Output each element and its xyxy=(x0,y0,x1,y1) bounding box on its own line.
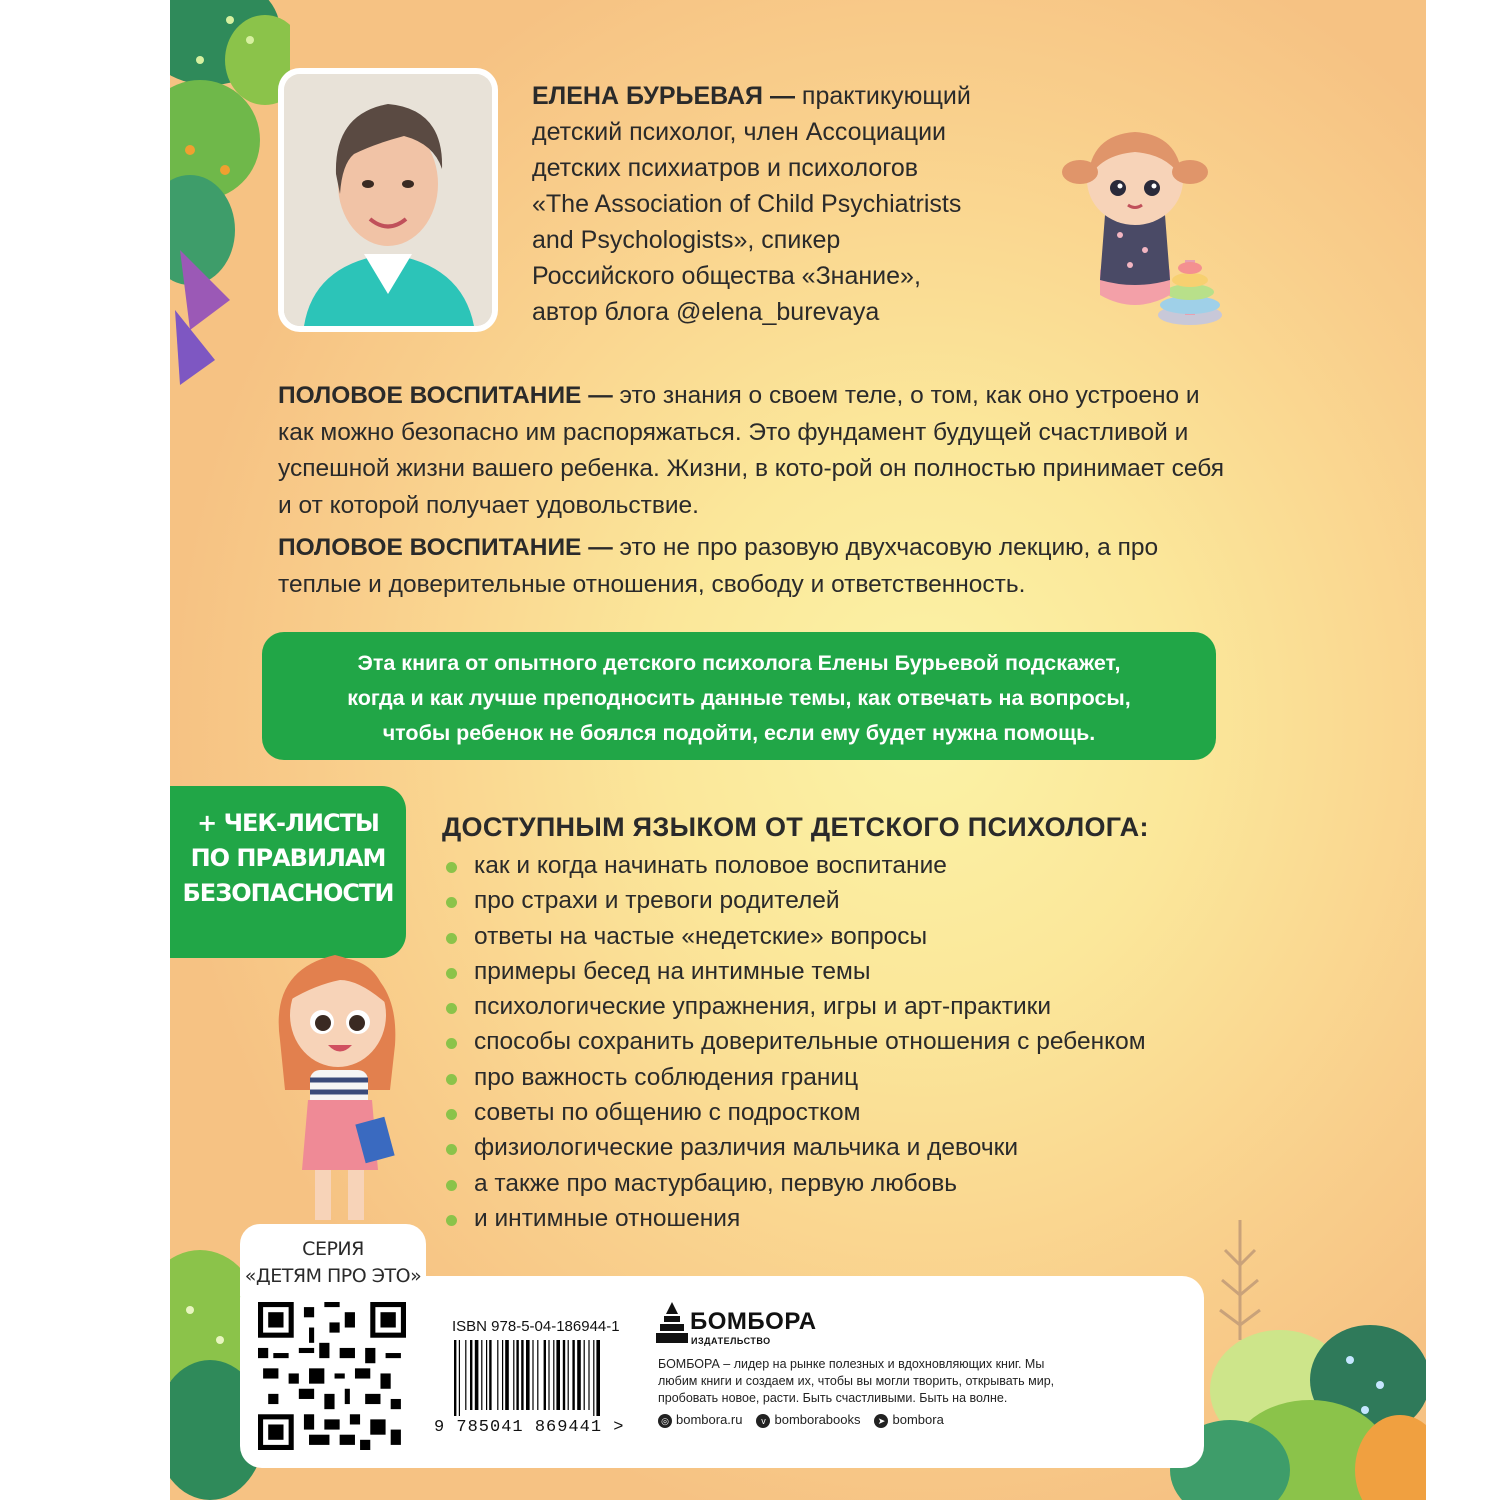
paragraph-text: это знания о своем теле, о том, как оно устроено и как можно безопасно им распоряжаться. Это фундамент будущей счастливой и успешной жизни вашего ребенка. Жизни, в кото-рой он полностью принимает себя и от которой получает удовольствие. xyxy=(278,382,1225,519)
girl-with-books-illustration xyxy=(260,930,420,1230)
telegram-icon: ➤ xyxy=(874,1414,888,1428)
isbn-label: ISBN 978-5-04-186944-1 xyxy=(452,1318,620,1335)
author-name: ЕЛЕНА БУРЬЕВАЯ — xyxy=(532,82,795,110)
barcode-bar xyxy=(556,1340,560,1410)
paragraph-lead: ПОЛОВОЕ ВОСПИТАНИЕ — xyxy=(278,534,613,561)
author-portrait-illustration xyxy=(284,74,492,326)
barcode-number: 9 785041 869441 > xyxy=(434,1418,625,1437)
author-bio-line: and Psychologists», спикер xyxy=(532,226,841,254)
vk-icon: v xyxy=(756,1414,770,1428)
telegram-link-label: bombora xyxy=(892,1412,944,1427)
highlight-line: Эта книга от опытного детского психолога Елены Бурьевой подскажет, xyxy=(357,651,1121,675)
publisher-description: БОМБОРА – лидер на рынке полезных и вдохновляющих книг. Мы любим книги и создаем их, чтобы вы могли творить, открывать мир, пробовать новое, расти. Быть счастливыми. Быть на волне. xyxy=(658,1357,1055,1405)
telegram-link[interactable] xyxy=(874,1412,943,1428)
list-item: ответы на частые «недетские» вопросы xyxy=(442,919,1302,954)
list-item: про страхи и тревоги родителей xyxy=(442,883,1302,918)
author-bio-line: «The Association of Child Psychiatrists xyxy=(532,190,962,218)
features-list-title: ДОСТУПНЫМ ЯЗЫКОМ ОТ ДЕТСКОГО ПСИХОЛОГА: xyxy=(442,812,1149,842)
badge-line: БЕЗОПАСНОСТИ xyxy=(182,879,394,907)
list-item: про важность соблюдения границ xyxy=(442,1060,1302,1095)
website-link[interactable] xyxy=(658,1412,742,1428)
list-item: примеры бесед на интимные темы xyxy=(442,954,1302,989)
list-item: способы сохранить доверительные отношения с ребенком xyxy=(442,1024,1302,1059)
barcode-bar xyxy=(516,1340,518,1410)
barcode-bar xyxy=(459,1340,460,1416)
list-item: а также про мастурбацию, первую любовь xyxy=(442,1166,1302,1201)
list-item-continuation: и интимные отношения xyxy=(442,1201,1302,1236)
features-list xyxy=(442,848,1302,1236)
series-label-tab xyxy=(240,1224,426,1296)
badge-line: + ЧЕК-ЛИСТЫ xyxy=(197,809,379,837)
barcode-bar xyxy=(577,1340,581,1410)
publisher-subtitle: ИЗДАТЕЛЬСТВО xyxy=(691,1336,771,1346)
barcode-bar xyxy=(532,1340,533,1410)
barcode-bar xyxy=(588,1340,589,1410)
sex-education-relationships-paragraph xyxy=(278,530,1238,603)
publisher-social-links xyxy=(658,1412,944,1428)
list-item: советы по общению с подростком xyxy=(442,1095,1302,1130)
barcode-bar xyxy=(563,1340,565,1410)
barcode-bar xyxy=(502,1340,503,1410)
barcode-bar xyxy=(454,1340,456,1416)
barcode-bar xyxy=(470,1340,472,1410)
barcode-bar xyxy=(584,1340,585,1410)
barcode-bar xyxy=(568,1340,569,1410)
barcode-bar xyxy=(497,1340,498,1410)
barcode-bar xyxy=(548,1340,549,1410)
series-label: СЕРИЯ xyxy=(302,1238,364,1260)
foliage-top-left-decoration xyxy=(170,0,290,390)
toddler-girl-illustration xyxy=(1040,120,1255,330)
vk-link-label: bomborabooks xyxy=(774,1412,861,1427)
author-bio-line: детский психолог, член Ассоциации xyxy=(532,118,947,146)
author-bio-line: практикующий xyxy=(801,82,971,110)
sex-education-definition-paragraph xyxy=(278,378,1238,524)
barcode-bar xyxy=(489,1340,491,1410)
highlight-line: чтобы ребенок не боялся подойти, если ему будет нужна помощь. xyxy=(382,721,1096,745)
author-photo xyxy=(278,68,498,332)
highlight-line: когда и как лучше преподносить данные темы, как отвечать на вопросы, xyxy=(347,686,1131,710)
website-link-label: bombora.ru xyxy=(676,1412,743,1427)
list-item: физиологические различия мальчика и девочки xyxy=(442,1130,1302,1165)
author-bio xyxy=(532,78,1092,330)
badge-line: ПО ПРАВИЛАМ xyxy=(190,844,386,872)
barcode-bar xyxy=(481,1340,482,1410)
barcode-bar xyxy=(521,1340,523,1410)
barcode-bar xyxy=(465,1340,466,1410)
bombora-logo-icon xyxy=(656,1300,688,1346)
barcode-bar xyxy=(505,1340,509,1410)
publisher-name: БОМБОРА xyxy=(690,1308,817,1335)
list-item: психологические упражнения, игры и арт-практики xyxy=(442,989,1302,1024)
author-bio-line: Российского общества «Знание», xyxy=(532,262,921,290)
series-name: «ДЕТЯМ ПРО ЭТО» xyxy=(244,1265,422,1287)
book-back-cover xyxy=(170,0,1426,1500)
author-bio-line: детских психиатров и психологов xyxy=(532,154,918,182)
barcode-bar xyxy=(544,1340,546,1410)
globe-icon: ◎ xyxy=(658,1414,672,1428)
paragraph-text: это не про разовую двухчасовую лекцию, а про теплые и доверительные отношения, свободу и ответственность. xyxy=(278,534,1159,598)
barcode-bar xyxy=(572,1340,574,1410)
barcode-bar xyxy=(513,1340,514,1410)
book-summary-highlight-box xyxy=(262,632,1216,760)
qr-code xyxy=(258,1302,406,1450)
author-bio-line: автор блога @elena_burevaya xyxy=(532,298,880,326)
barcode-bar xyxy=(596,1340,600,1416)
barcode-bar xyxy=(553,1340,554,1410)
paragraph-lead: ПОЛОВОЕ ВОСПИТАНИЕ — xyxy=(278,382,613,409)
barcode-bar xyxy=(475,1340,479,1410)
list-item: как и когда начинать половое воспитание xyxy=(442,848,1302,883)
barcode-bar xyxy=(486,1340,487,1410)
barcode-bar xyxy=(526,1340,530,1410)
barcode-bar xyxy=(537,1340,538,1410)
barcode-bar xyxy=(593,1340,594,1416)
barcode xyxy=(452,1340,644,1416)
vk-link[interactable] xyxy=(756,1412,860,1428)
